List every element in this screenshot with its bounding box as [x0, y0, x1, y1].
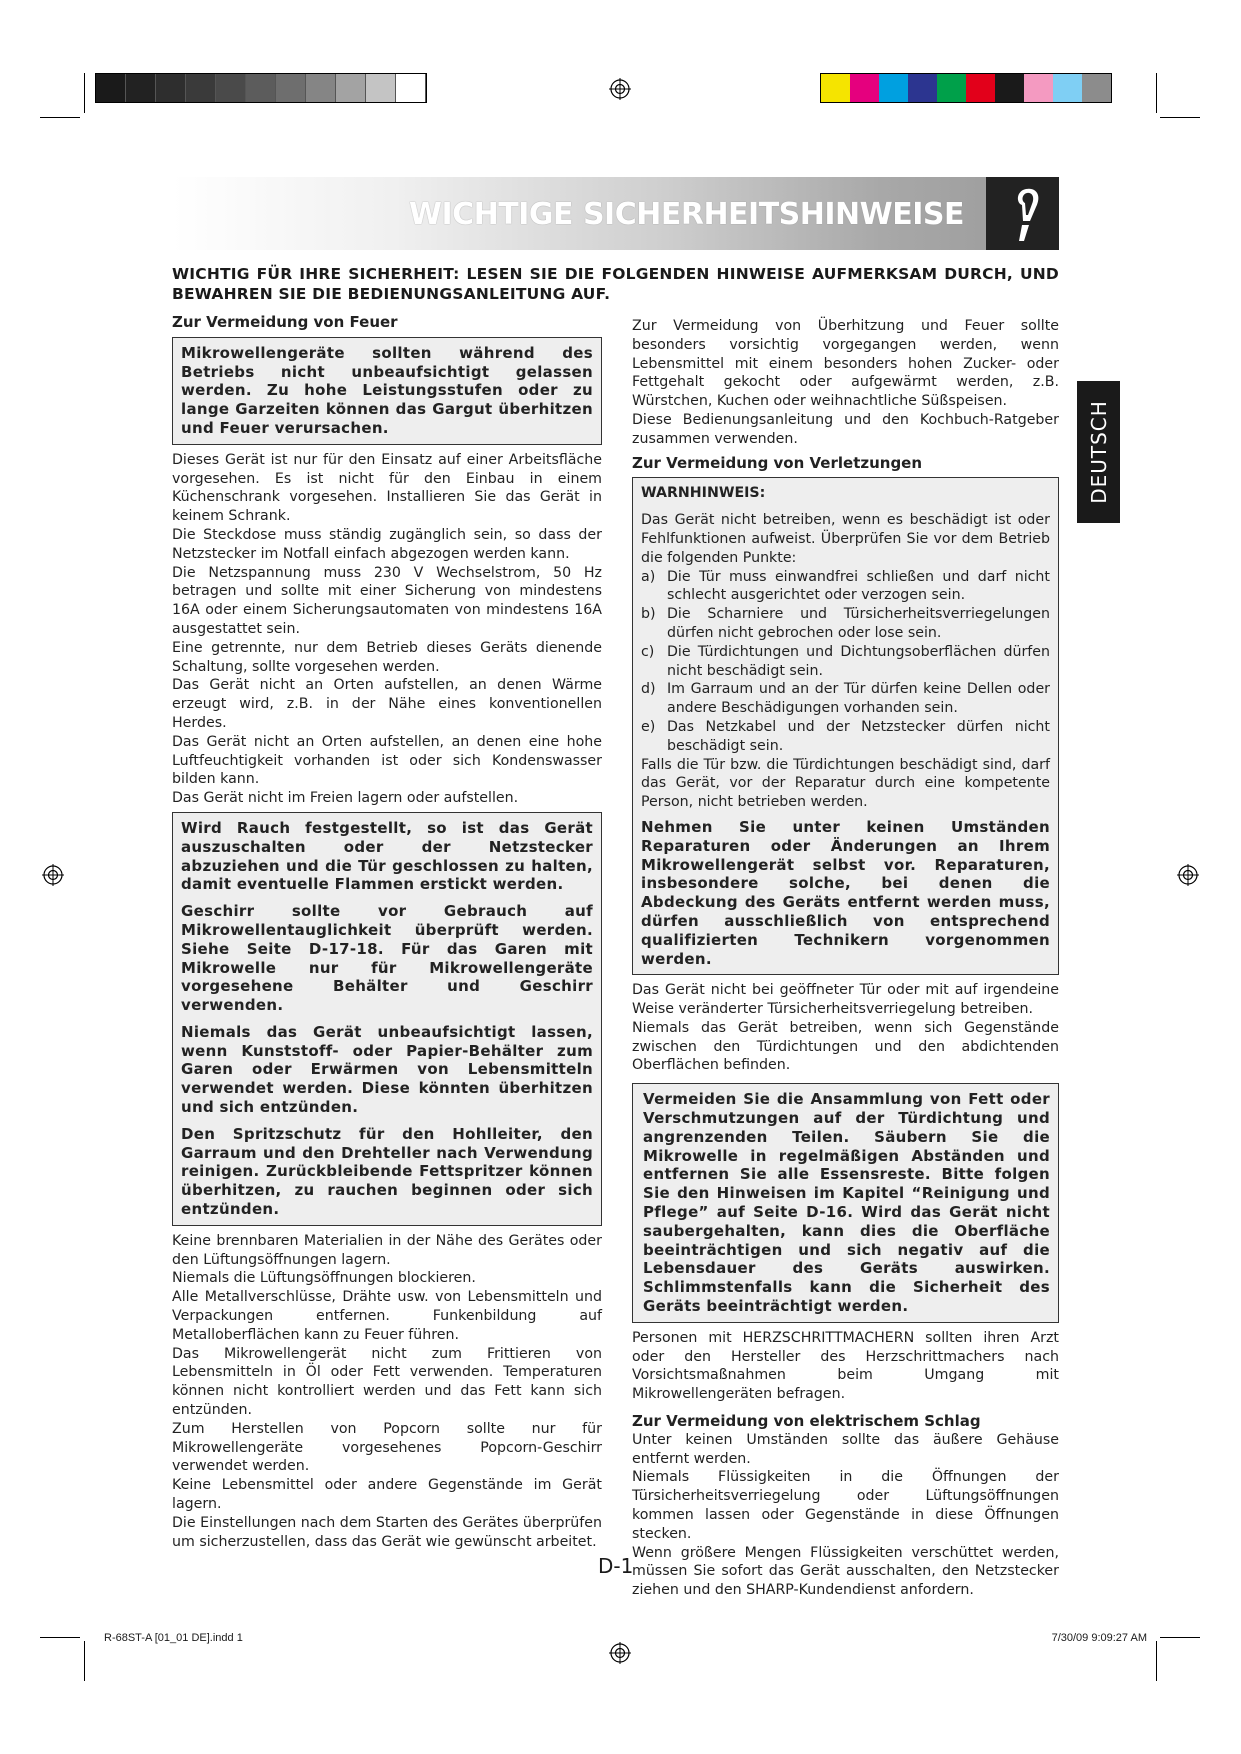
cleaning-warning-box [632, 1083, 1059, 1323]
paragraph: Niemals Flüssigkeiten in die Öffnungen der Türsicherheitsverriegelung oder Lüftungsöffnungen kommen lassen oder Gegenstände in diese Öffnungen stecken. [632, 1469, 1059, 1542]
page-title: WICHTIGE SICHERHEITSHINWEISE [408, 197, 964, 232]
section-header [172, 177, 1059, 250]
paragraph: Eine getrennte, nur dem Betrieb dieses Geräts dienende Schaltung, sollte vorgesehen werden. [172, 639, 602, 675]
safety-warning-box [172, 812, 602, 1226]
gray-swatch [186, 74, 216, 102]
paragraph: Alle Metallverschlüsse, Drähte usw. von Lebensmitteln und Verpackungen entfernen. Funkenbildung auf Metalloberflächen kann zu Feuer führen. [172, 1289, 602, 1343]
registration-mark-icon [42, 864, 64, 886]
gray-swatch [126, 74, 156, 102]
warning-repair-text: Nehmen Sie unter keinen Umständen Reparaturen oder Änderungen an Ihrem Mikrowellengerät selbst vor. Reparaturen, insbesondere solche, bei denen die Abdeckung des Geräts entfernt werden muss, dürfen ausschließlich von entsprechend qualifizierten Technikern vorgenommen werden. [641, 817, 1050, 968]
checklist-item [641, 680, 1050, 718]
warning-checklist [641, 568, 1050, 756]
warning-outro: Falls die Tür bzw. die Türdichtungen beschädigt sind, darf das Gerät, vor der Reparatur durch eine kompetente Person, nicht betrieben werden. [641, 756, 1050, 811]
paragraph: Diese Bedienungsanleitung und den Kochbuch-Ratgeber zusammen verwenden. [632, 411, 1059, 447]
registration-mark-icon [1177, 864, 1199, 886]
process-swatch [966, 74, 995, 102]
process-swatch [1082, 74, 1111, 102]
right-column [632, 317, 1059, 1600]
fire-paragraphs [172, 451, 602, 808]
footer-timestamp: 7/30/09 9:09:27 AM [1051, 1632, 1147, 1644]
warning-paragraph: Niemals das Gerät unbeaufsichtigt lassen, wenn Kunststoff- oder Papier-Behälter zum Garen oder Erwärmen von Lebensmitteln verwendet werden. Diese könnten überhitzen und sich entzünden. [181, 1022, 593, 1117]
gray-swatch [396, 74, 426, 102]
process-swatch [1053, 74, 1082, 102]
exclamation-icon [986, 177, 1059, 250]
crop-mark [84, 73, 85, 113]
process-color-bar [820, 73, 1112, 103]
process-swatch [937, 74, 966, 102]
crop-mark [40, 1637, 80, 1638]
process-swatch [850, 74, 879, 102]
paragraph: Die Einstellungen nach dem Starten des Gerätes überprüfen um sicherzustellen, dass das Gerät wie gewünscht arbeitet. [172, 1514, 602, 1550]
cleaning-warning-text: Vermeiden Sie die Ansammlung von Fett oder Verschmutzungen auf der Türdichtung und angrenzenden Teilen. Säubern Sie die Mikrowelle in regelmäßigen Abständen und entfernen Sie alle Essensreste. Bitte folgen Sie den Hinweisen im Kapitel “Reinigung und Pflege” auf Seite D-16. Wird das Gerät nicht saubergehalten, kann dies die Oberfläche beeinträchtigen und sich negativ auf die Lebensdauer des Geräts auswirken. Schlimmstenfalls kann die Sicherheit des Geräts beeinträchtigt werden. [643, 1090, 1050, 1316]
warning-intro: Das Gerät nicht betreiben, wenn es beschädigt ist oder Fehlfunktionen aufweist. Überprüfen Sie vor dem Betrieb die folgenden Punkte: [641, 512, 1050, 566]
checklist-text: Das Netzkabel und der Netzstecker dürfen nicht beschädigt sein. [667, 718, 1050, 754]
paragraph: Niemals die Lüftungsöffnungen blockieren. [172, 1270, 476, 1287]
checklist-key: c) [641, 643, 655, 660]
registration-mark-icon [609, 1642, 631, 1664]
checklist-text: Im Garraum und an der Tür dürfen keine Dellen oder andere Beschädigungen vorhanden sein. [667, 681, 1050, 717]
fire-warning-text: Mikrowellengeräte sollten während des Betriebs nicht unbeaufsichtigt gelassen werden. Zu hohe Leistungsstufen oder zu lange Garzeiten können das Gargut überhitzen und Feuer verursachen. [181, 343, 593, 437]
paragraph: Das Gerät nicht an Orten aufstellen, an denen Wärme erzeugt wird, z.B. in der Nähe eines konventionellen Herdes. [172, 677, 602, 731]
paragraph: Zum Herstellen von Popcorn sollte nur für Mikrowellengeräte vorgesehenes Popcorn-Geschirr verwendet werden. [172, 1420, 602, 1475]
language-tab-label: DEUTSCH [1086, 400, 1111, 504]
left-column [172, 313, 602, 1551]
checklist-item [641, 568, 1050, 606]
gray-swatch [276, 74, 306, 102]
gray-swatch [216, 74, 246, 102]
checklist-item [641, 643, 1050, 681]
gray-color-bar [95, 73, 427, 103]
gray-swatch [96, 74, 126, 102]
paragraph: Zur Vermeidung von Überhitzung und Feuer sollte besonders vorsichtig vorgegangen werden, wenn Lebensmittel mit einem besonders hohen Zucker- oder Fettgehalt gekocht oder aufgewärmt werden, z.B. Würstchen, Kuchen oder weihnachtliche Süßspeisen. [632, 318, 1059, 410]
footer-file-info: R-68ST-A [01_01 DE].indd 1 [104, 1632, 243, 1644]
warning-box [632, 477, 1059, 975]
process-swatch [1024, 74, 1053, 102]
paragraph: Dieses Gerät ist nur für den Einsatz auf einer Arbeitsfläche vorgesehen. Es ist nicht für den Einbau in einem Küchenschrank vorgesehen. Installieren Sie das Gerät in keinem Schrank. [172, 451, 602, 525]
fire-paragraphs-2 [172, 1232, 602, 1552]
paragraph: Das Gerät nicht bei geöffneter Tür oder mit auf irgendeine Weise veränderter Türsicherheitsverriegelung betreiben. [632, 982, 1059, 1018]
shock-heading: Zur Vermeidung von elektrischem Schlag [632, 1412, 981, 1431]
gray-swatch [336, 74, 366, 102]
checklist-text: Die Türdichtungen und Dichtungsoberflächen dürfen nicht beschädigt sein. [667, 643, 1050, 679]
paragraph: Das Gerät nicht an Orten aufstellen, an denen eine hohe Luftfeuchtigkeit vorhanden ist oder sich Kondenswasser bilden kann. [172, 733, 602, 788]
warning-paragraph: Geschirr sollte vor Gebrauch auf Mikrowellentauglichkeit überprüft werden. Siehe Seite D-17-18. Für das Garen mit Mikrowelle nur für Mikrowellengeräte vorgesehene Behälter und Geschirr verwenden. [181, 902, 593, 1015]
paragraph: Keine brennbaren Materialien in der Nähe des Gerätes oder den Lüftungsöffnungen lagern. [172, 1232, 602, 1268]
process-swatch [879, 74, 908, 102]
paragraph: Die Steckdose muss ständig zugänglich sein, so dass der Netzstecker im Notfall einfach abgezogen werden kann. [172, 526, 602, 562]
shock-paragraphs [632, 1431, 1059, 1600]
checklist-key: e) [641, 718, 656, 735]
checklist-key: d) [641, 681, 656, 698]
overheat-paragraphs [632, 317, 1059, 449]
fire-warning-box [172, 337, 602, 445]
door-paragraphs [632, 981, 1059, 1075]
gray-swatch [246, 74, 276, 102]
crop-mark [40, 117, 80, 118]
crop-mark [1156, 1641, 1157, 1681]
paragraph: Das Mikrowellengerät nicht zum Frittieren von Lebensmitteln in Öl oder Fett verwenden. Temperaturen können nicht kontrolliert werden und das Fett kann sich entzünden. [172, 1345, 602, 1419]
gray-swatch [366, 74, 396, 102]
process-swatch [821, 74, 850, 102]
warning-paragraph: Den Spritzschutz für den Hohlleiter, den Garraum und den Drehteller nach Verwendung reinigen. Zurückbleibende Fettspritzer können überhitzen, zu rauchen beginnen oder sich entzünden. [181, 1124, 593, 1219]
warning-paragraph: Wird Rauch festgestellt, so ist das Gerät auszuschalten oder der Netzstecker abzuziehen und die Tür geschlossen zu halten, damit eventuelle Flammen erstickt werden. [181, 818, 593, 894]
crop-mark [84, 1641, 85, 1681]
paragraph: Niemals das Gerät betreiben, wenn sich Gegenstände zwischen den Türdichtungen und den abdichtenden Oberflächen befinden. [632, 1019, 1059, 1074]
warning-title: WARNHINWEIS: [641, 485, 766, 502]
gray-swatch [156, 74, 186, 102]
crop-mark [1160, 1637, 1200, 1638]
paragraph: Die Netzspannung muss 230 V Wechselstrom, 50 Hz betragen und sollte mit einer Sicherung von mindestens 16A oder einem Sicherungsautomaten von mindestens 16A ausgestattet sein. [172, 564, 602, 637]
process-swatch [908, 74, 937, 102]
checklist-key: a) [641, 568, 656, 585]
crop-mark [1156, 73, 1157, 113]
language-tab [1077, 381, 1120, 523]
checklist-text: Die Tür muss einwandfrei schließen und darf nicht schlecht ausgerichtet oder verzogen sein. [667, 568, 1050, 604]
pacemaker-text: Personen mit HERZSCHRITTMACHERN sollten ihren Arzt oder den Hersteller des Herzschrittmachers nach Vorsichtsmaßnahmen beim Umgang mit Mikrowellengeräten befragen. [632, 1329, 1059, 1403]
paragraph: Unter keinen Umständen sollte das äußere Gehäuse entfernt werden. [632, 1431, 1059, 1467]
checklist-item [641, 605, 1050, 643]
fire-heading: Zur Vermeidung von Feuer [172, 313, 398, 331]
gray-swatch [306, 74, 336, 102]
injury-heading: Zur Vermeidung von Verletzungen [632, 453, 923, 472]
crop-mark [1160, 117, 1200, 118]
intro-warning: WICHTIG FÜR IHRE SICHERHEIT: LESEN SIE DIE FOLGENDEN HINWEISE AUFMERKSAM DURCH, UND BEWAHREN SIE DIE BEDIENUNGSANLEITUNG AUF. [172, 265, 1059, 303]
page-number: D-1 [598, 1554, 634, 1578]
registration-mark-icon [609, 78, 631, 100]
paragraph: Das Gerät nicht im Freien lagern oder aufstellen. [172, 790, 519, 807]
checklist-item [641, 718, 1050, 756]
checklist-key: b) [641, 606, 656, 623]
process-swatch [995, 74, 1024, 102]
checklist-text: Die Scharniere und Türsicherheitsverriegelungen dürfen nicht gebrochen oder lose sein. [667, 606, 1050, 641]
paragraph: Wenn größere Mengen Flüssigkeiten verschüttet werden, müssen Sie sofort das Gerät ausschalten, den Netzstecker ziehen und den SHARP-Kundendienst anfordern. [632, 1544, 1059, 1599]
paragraph: Keine Lebensmittel oder andere Gegenstände im Gerät lagern. [172, 1477, 602, 1513]
